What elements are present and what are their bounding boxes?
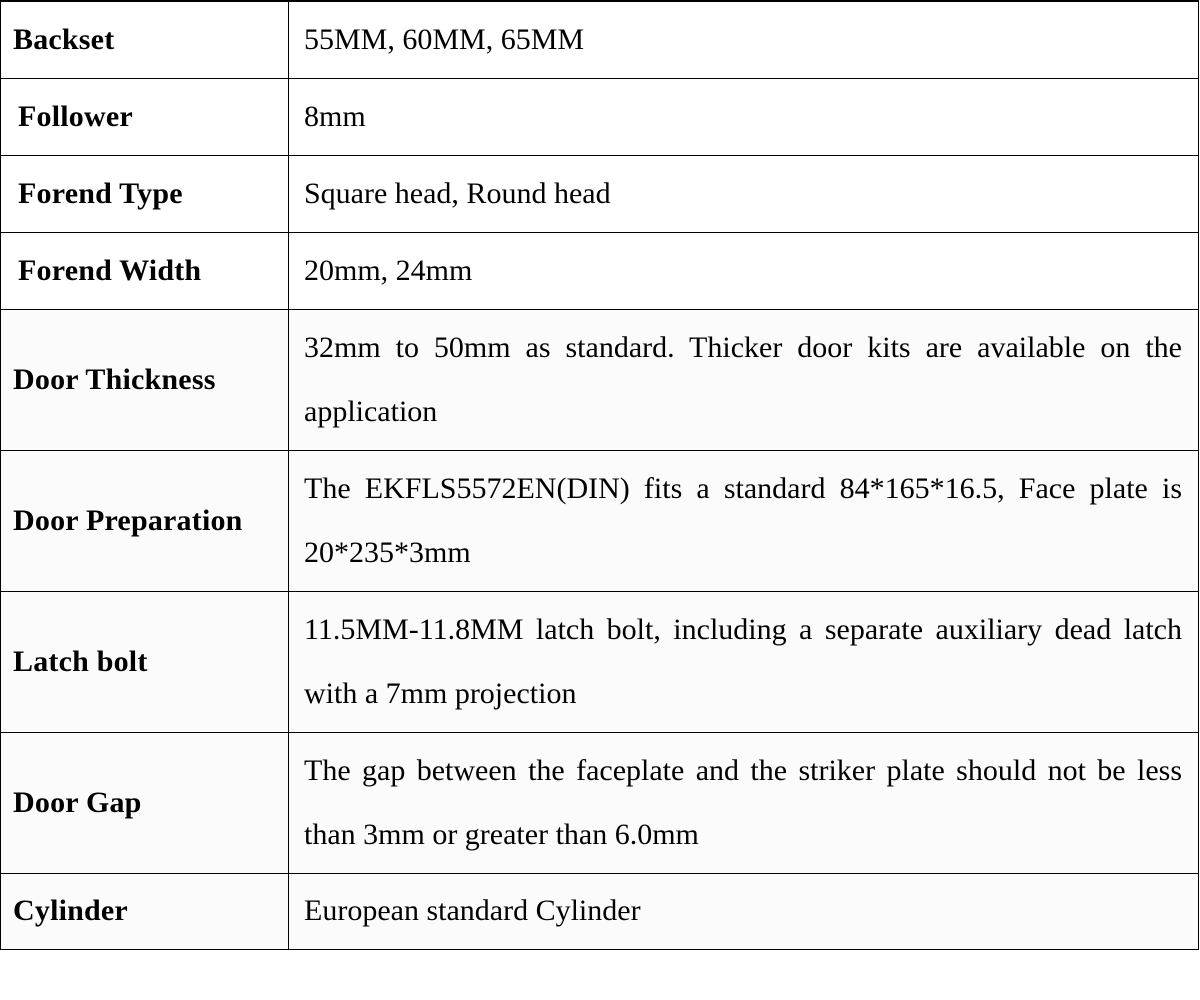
table-row: [1, 591, 1199, 732]
table-row: [1, 155, 1199, 232]
spec-value: 8mm: [289, 78, 1199, 155]
table-row: [1, 78, 1199, 155]
spec-value: The EKFLS5572EN(DIN) fits a standard 84*165*16.5, Face plate is 20*235*3mm: [289, 450, 1199, 591]
table-row: [1, 309, 1199, 450]
table-row: [1, 873, 1199, 949]
spec-label: Forend Width: [1, 232, 289, 309]
table-row: [1, 1, 1199, 78]
spec-label: Follower: [1, 78, 289, 155]
spec-label: Backset: [1, 1, 289, 78]
table-row: [1, 450, 1199, 591]
spec-label: Door Gap: [1, 732, 289, 873]
table-row: [1, 732, 1199, 873]
spec-value: 20mm, 24mm: [289, 232, 1199, 309]
spec-value: 55MM, 60MM, 65MM: [289, 1, 1199, 78]
spec-value: 32mm to 50mm as standard. Thicker door kits are available on the application: [289, 309, 1199, 450]
spec-value: Square head, Round head: [289, 155, 1199, 232]
spec-value: European standard Cylinder: [289, 873, 1199, 949]
table-row: [1, 232, 1199, 309]
spec-label: Latch bolt: [1, 591, 289, 732]
spec-label: Cylinder: [1, 873, 289, 949]
spec-label: Forend Type: [1, 155, 289, 232]
spec-value: 11.5MM-11.8MM latch bolt, including a separate auxiliary dead latch with a 7mm projection: [289, 591, 1199, 732]
spec-label: Door Preparation: [1, 450, 289, 591]
spec-value: The gap between the faceplate and the striker plate should not be less than 3mm or greater than 6.0mm: [289, 732, 1199, 873]
spec-label: Door Thickness: [1, 309, 289, 450]
